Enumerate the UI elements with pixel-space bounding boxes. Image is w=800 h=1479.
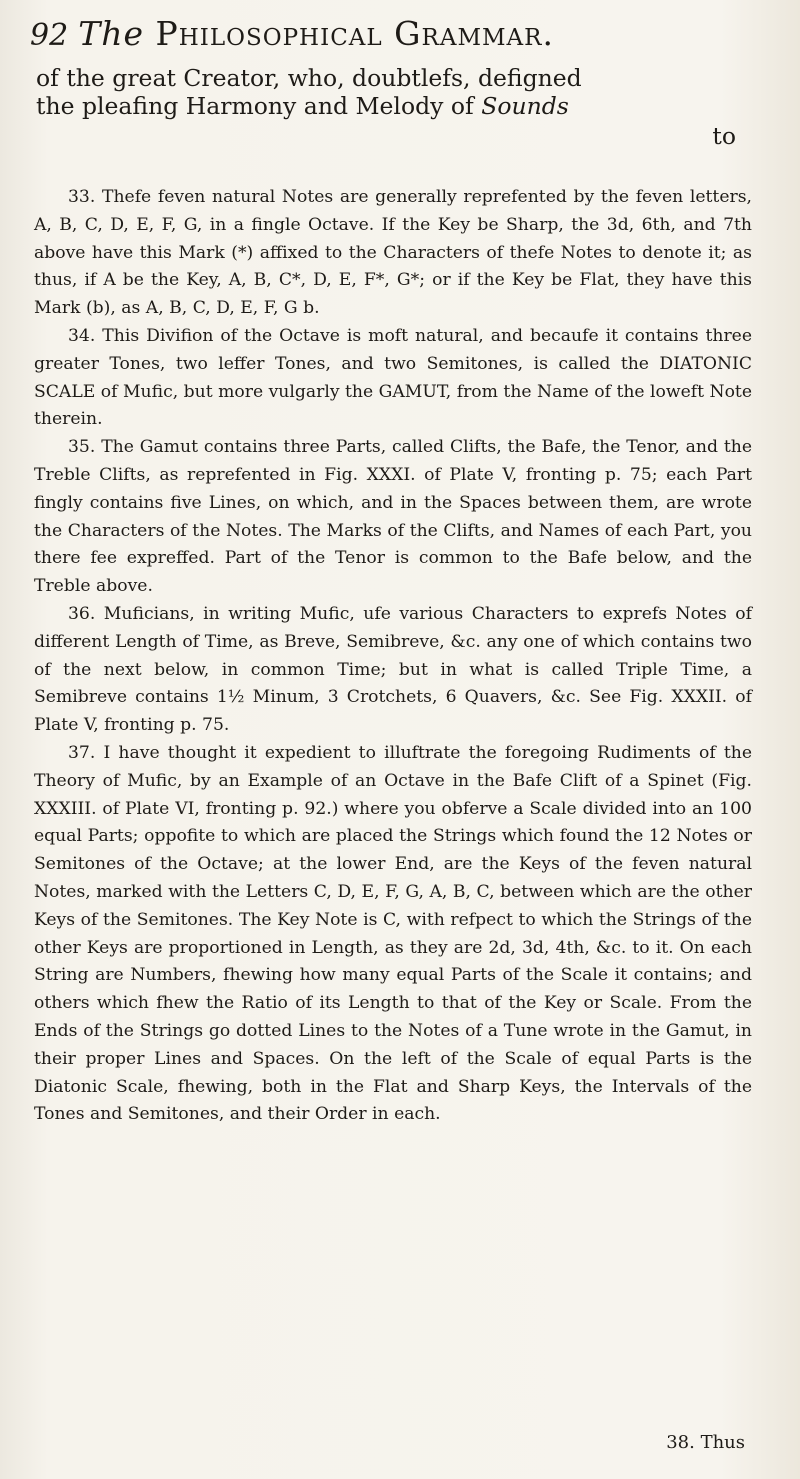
running-header (30, 14, 770, 64)
intro-line-2 (36, 92, 752, 120)
paragraph-37: 37. I have thought it expedient to illuftrate the foregoing Rudiments of the Theory of Mufic, by an Example of an Octave in the Bafe Clift of a Spinet (Fig. XXXIII. of Plate VI, fronting p. 92.) where you obferve a Scale divided into an 100 equal Parts; oppofite to which are placed the Strings which found the 12 Notes or Semitones of the Octave; at the lower End, are the Keys of the feven natural Notes, marked with the Letters C, D, E, F, G, A, B, C, between which are the other Keys of the Semitones. The Key Note is C, with refpect to which the Strings of the other Keys are proportioned in Length, as they are 2d, 3d, 4th, &c. to it. On each String are Numbers, fhewing how many equal Parts of the Scale it contains; and others which fhew the Ratio of its Length to that of the Key or Scale. From the Ends of the Strings go dotted Lines to the Notes of a Tune wrote in the Gamut, in their proper Lines and Spaces. On the left of the Scale of equal Parts is the Diatonic Scale, fhewing, both in the Flat and Sharp Keys, the Intervals of the Tones and Semitones, and their Order in each. (34, 742, 752, 1125)
running-head-the: The (78, 14, 144, 53)
page-number: 92 (30, 18, 69, 53)
intro-catchword: to (712, 122, 736, 150)
continued-text (36, 64, 752, 120)
paragraph-36: 36. Muficians, in writing Mufic, ufe various Characters to exprefs Notes of different Length of Time, as Breve, Semibreve, &c. any one of which contains two of the next below, in common Time; but in what is called Triple Time, a Semibreve contains 1½ Minum, 3 Crotchets, 6 Quavers, &c. See Fig. XXXII. of Plate V, fronting p. 75. (34, 603, 752, 736)
running-head-title: Philosophical Grammar. (155, 14, 554, 53)
paragraph-35: 35. The Gamut contains three Parts, called Clifts, the Bafe, the Tenor, and the Treble Clifts, as reprefented in Fig. XXXI. of Plate V, fronting p. 75; each Part fingly contains five Lines, on which, and in the Spaces between them, are wrote the Characters of the Notes. The Marks of the Clifts, and Names of each Part, you there fee expreffed. Part of the Tenor is common to the Bafe below, and the Treble above. (34, 437, 752, 597)
paragraph-34: 34. This Divifion of the Octave is moft natural, and becaufe it contains three greater Tones, two leffer Tones, and two Semitones, is called the DIATONIC SCALE of Mufic, but more vulgarly the GAMUT, from the Name of the loweft Note therein. (34, 325, 752, 430)
footer-catchword: 38. Thus (666, 1432, 745, 1453)
running-head (78, 14, 554, 53)
intro-line-2-plain: the pleafing Harmony and Melody of (36, 92, 474, 120)
paragraph-33: 33. Thefe feven natural Notes are generally reprefented by the feven letters, A, B, C, D, E, F, G, in a fingle Octave. If the Key be Sharp, the 3d, 6th, and 7th above have this Mark (*) affixed to the Characters of thefe Notes to denote it; as thus, if A be the Key, A, B, C*, D, E, F*, G*; or if the Key be Flat, they have this Mark (b), as A, B, C, D, E, F, G b. (34, 187, 752, 319)
intro-line-1: of the great Creator, who, doubtlefs, defigned (36, 64, 582, 92)
intro-line-2-italic: Sounds (481, 92, 569, 120)
body-text (34, 184, 752, 1129)
